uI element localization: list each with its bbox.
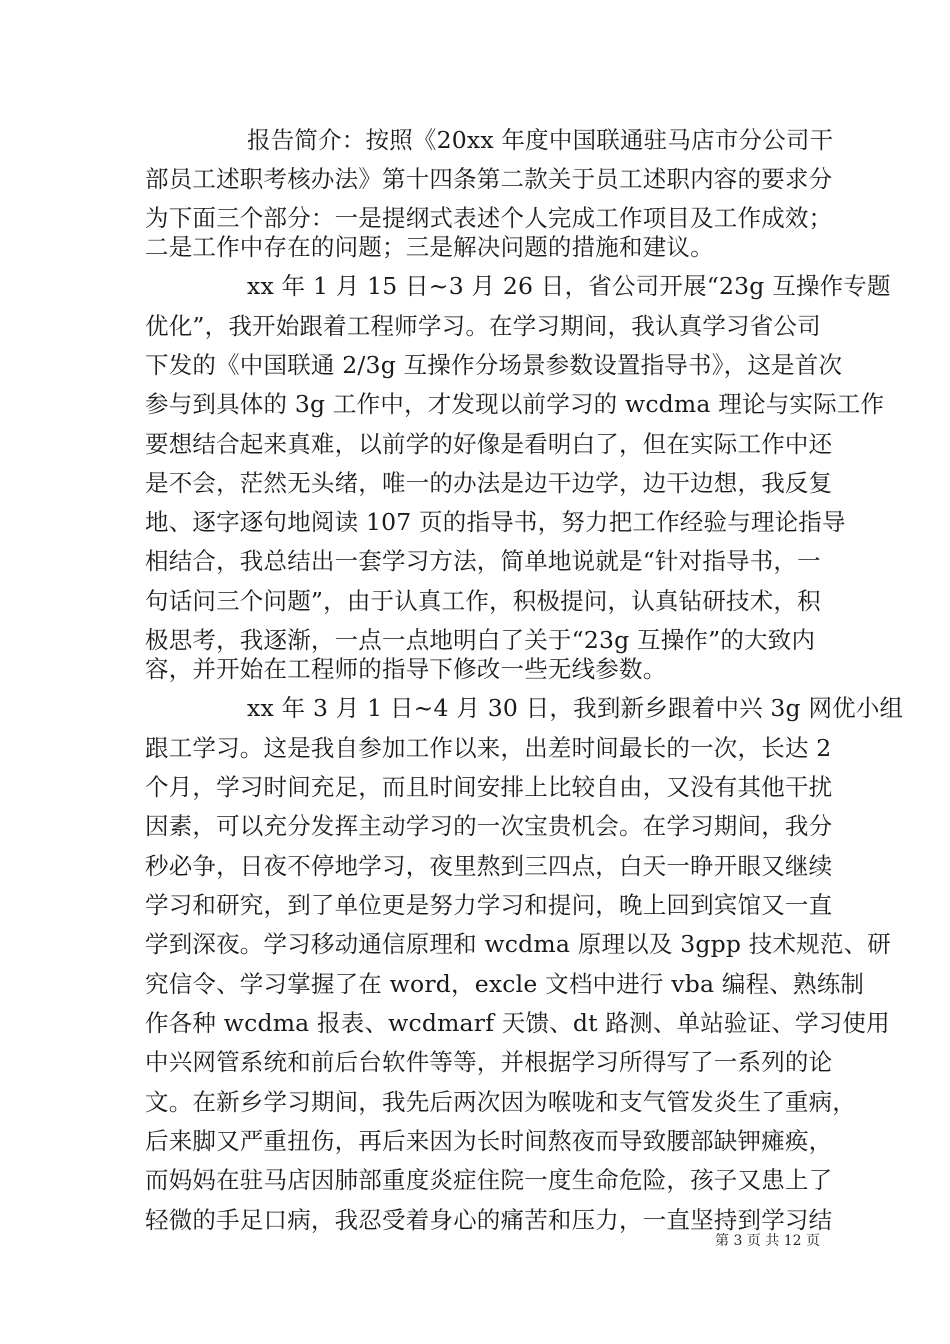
paragraph-2-line-3: 下发的《中国联通 2/3g 互操作分场景参数设置指导书》，这是首次 bbox=[145, 351, 843, 379]
paragraph-3-line-12: 后来脚又严重扭伤，再后来因为长时间熬夜而导致腰部缺钾瘫痪， bbox=[145, 1127, 833, 1155]
paragraph-1-line-3: 为下面三个部分：一是提纲式表述个人完成工作项目及工作成效； bbox=[145, 204, 833, 232]
paragraph-3-line-13: 而妈妈在驻马店因肺部重度炎症住院一度生命危险，孩子又患上了 bbox=[145, 1166, 833, 1194]
paragraph-3-line-3: 个月，学习时间充足，而且时间安排上比较自由，又没有其他干扰 bbox=[145, 773, 833, 801]
paragraph-3-line-2: 跟工学习。这是我自参加工作以来，出差时间最长的一次，长达 2 bbox=[145, 734, 832, 762]
paragraph-2-line-9: 句话问三个问题”，由于认真工作，积极提问，认真钻研技术，积 bbox=[145, 587, 821, 615]
paragraph-1-line-4: 二是工作中存在的问题；三是解决问题的措施和建议。 bbox=[145, 233, 714, 261]
paragraph-2-line-2: 优化”，我开始跟着工程师学习。在学习期间，我认真学习省公司 bbox=[145, 312, 821, 340]
paragraph-2-line-1: xx 年 1 月 15 日~3 月 26 日，省公司开展“23g 互操作专题 bbox=[247, 272, 891, 300]
paragraph-3-line-4: 因素，可以充分发挥主动学习的一次宝贵机会。在学习期间，我分 bbox=[145, 812, 833, 840]
paragraph-3-line-1: xx 年 3 月 1 日~4 月 30 日，我到新乡跟着中兴 3g 网优小组 bbox=[247, 694, 904, 722]
paragraph-1-line-2: 部员工述职考核办法》第十四条第二款关于员工述职内容的要求分 bbox=[145, 165, 833, 193]
paragraph-3-line-5: 秒必争，日夜不停地学习，夜里熬到三四点，白天一睁开眼又继续 bbox=[145, 852, 833, 880]
paragraph-2-line-7: 地、逐字逐句地阅读 107 页的指导书，努力把工作经验与理论指导 bbox=[145, 508, 846, 536]
paragraph-2-line-4: 参与到具体的 3g 工作中，才发现以前学习的 wcdma 理论与实际工作 bbox=[145, 390, 885, 418]
page-number-footer: 第 3 页 共 12 页 bbox=[715, 1233, 820, 1249]
paragraph-3-line-8: 究信令、学习掌握了在 word，excle 文档中进行 vba 编程、熟练制 bbox=[145, 970, 865, 998]
paragraph-2-line-10: 极思考，我逐渐，一点一点地明白了关于“23g 互操作”的大致内 bbox=[145, 626, 816, 654]
paragraph-3-line-14: 轻微的手足口病，我忍受着身心的痛苦和压力，一直坚持到学习结 bbox=[145, 1206, 833, 1234]
paragraph-3-line-6: 学习和研究，到了单位更是努力学习和提问，晚上回到宾馆又一直 bbox=[145, 891, 833, 919]
paragraph-3-line-7: 学到深夜。学习移动通信原理和 wcdma 原理以及 3gpp 技术规范、研 bbox=[145, 930, 891, 958]
paragraph-3-line-11: 文。在新乡学习期间，我先后两次因为喉咙和支气管发炎生了重病， bbox=[145, 1088, 856, 1116]
paragraph-2-line-11: 容，并开始在工程师的指导下修改一些无线参数。 bbox=[145, 655, 667, 683]
paragraph-3-line-9: 作各种 wcdma 报表、wcdmarf 天馈、dt 路测、单站验证、学习使用 bbox=[145, 1009, 890, 1037]
paragraph-1-line-1: 报告简介：按照《20xx 年度中国联通驻马店市分公司干 bbox=[247, 126, 834, 154]
paragraph-2-line-6: 是不会，茫然无头绪，唯一的办法是边干边学，边干边想，我反复 bbox=[145, 469, 833, 497]
paragraph-2-line-5: 要想结合起来真难，以前学的好像是看明白了，但在实际工作中还 bbox=[145, 430, 833, 458]
paragraph-3-line-10: 中兴网管系统和前后台软件等等，并根据学习所得写了一系列的论 bbox=[145, 1048, 833, 1076]
paragraph-2-line-8: 相结合，我总结出一套学习方法，简单地说就是“针对指导书，一 bbox=[145, 547, 821, 575]
